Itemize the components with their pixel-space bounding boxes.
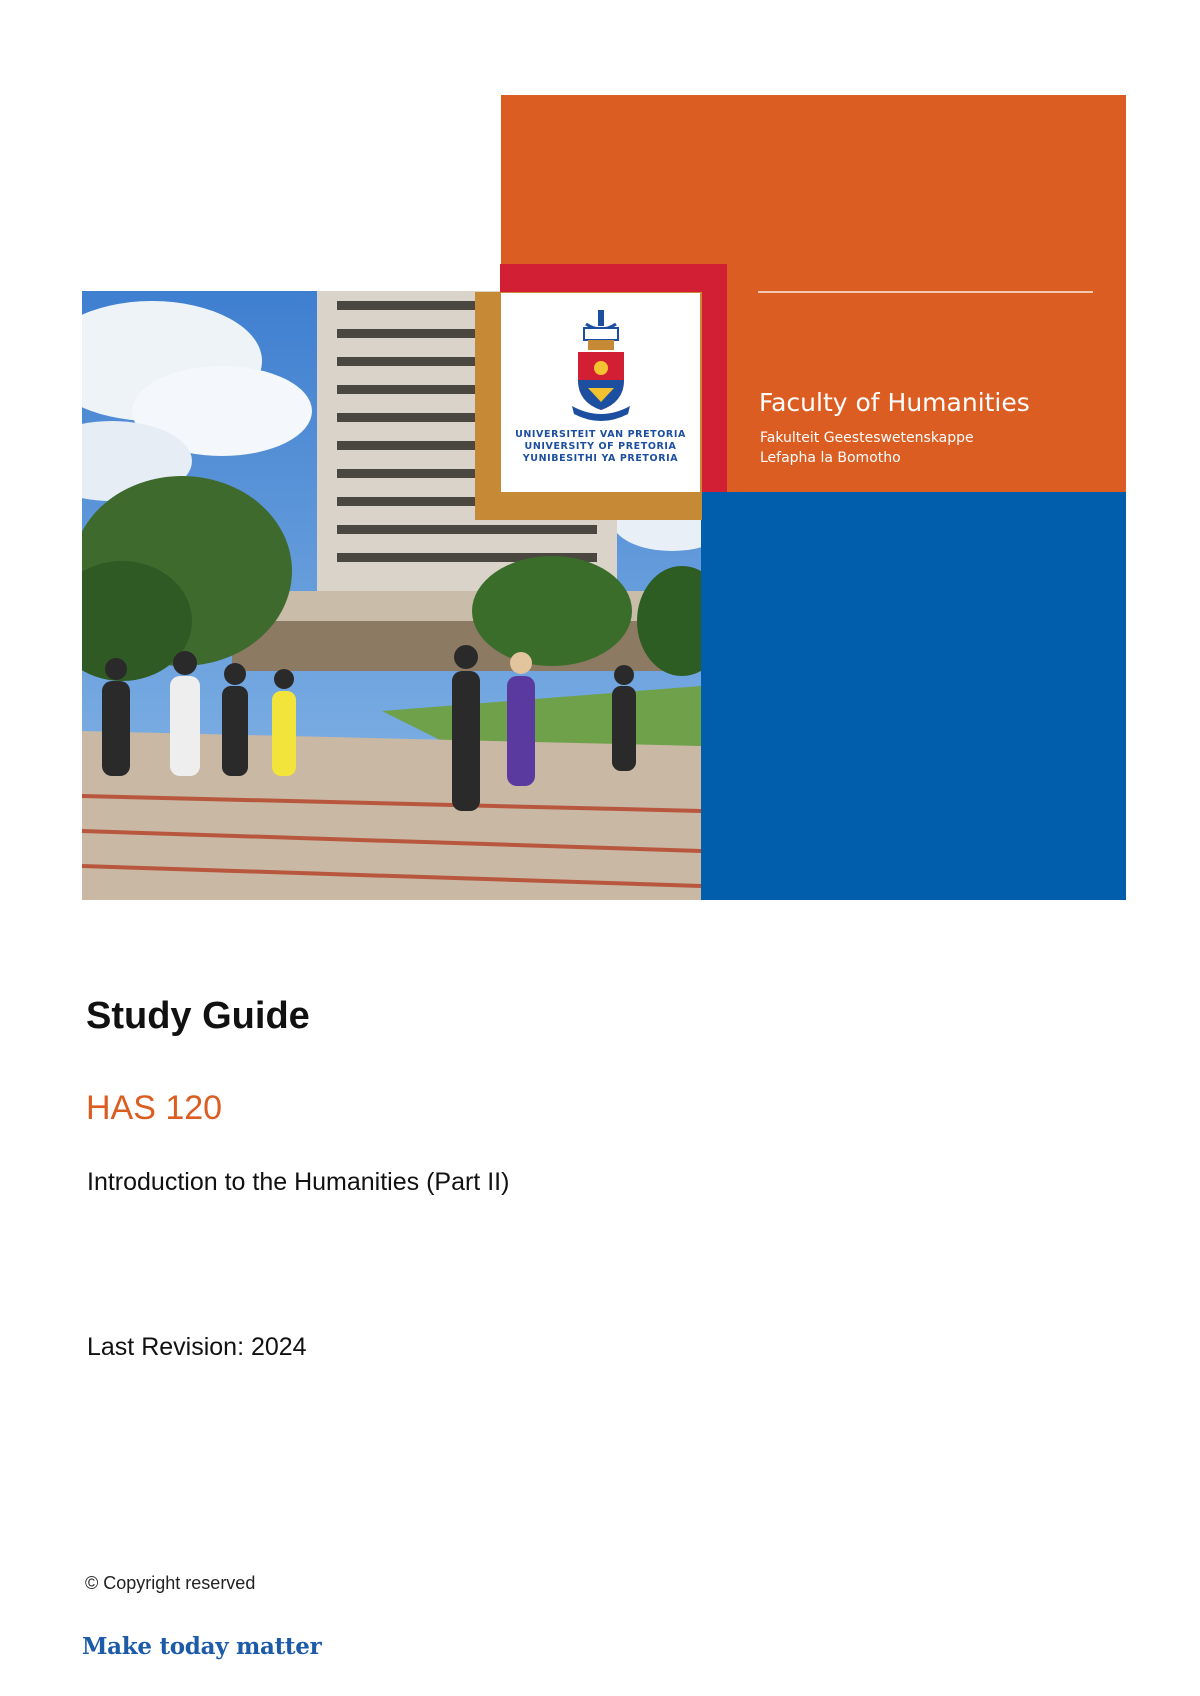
logo-wordmark-english: UNIVERSITY OF PRETORIA bbox=[524, 441, 677, 452]
faculty-subtitle-sepedi: Lefapha la Bomotho bbox=[760, 450, 901, 466]
university-tagline: Make today matter bbox=[82, 1633, 322, 1660]
document-title: Study Guide bbox=[86, 995, 310, 1037]
faculty-subtitle-afrikaans: Fakulteit Geesteswetenskappe bbox=[760, 430, 974, 446]
module-name: Introduction to the Humanities (Part II) bbox=[87, 1168, 510, 1196]
module-code: HAS 120 bbox=[86, 1089, 223, 1127]
header-divider bbox=[758, 291, 1093, 293]
logo-wordmark-afrikaans: UNIVERSITEIT VAN PRETORIA bbox=[515, 429, 686, 440]
logo-wordmark-sepedi: YUNIBESITHI YA PRETORIA bbox=[522, 453, 679, 464]
blue-accent-block bbox=[700, 492, 1126, 900]
copyright-notice: © Copyright reserved bbox=[85, 1573, 256, 1593]
university-crest-icon bbox=[568, 310, 634, 422]
revision-date: Last Revision: 2024 bbox=[87, 1333, 307, 1361]
faculty-title: Faculty of Humanities bbox=[759, 388, 1030, 417]
